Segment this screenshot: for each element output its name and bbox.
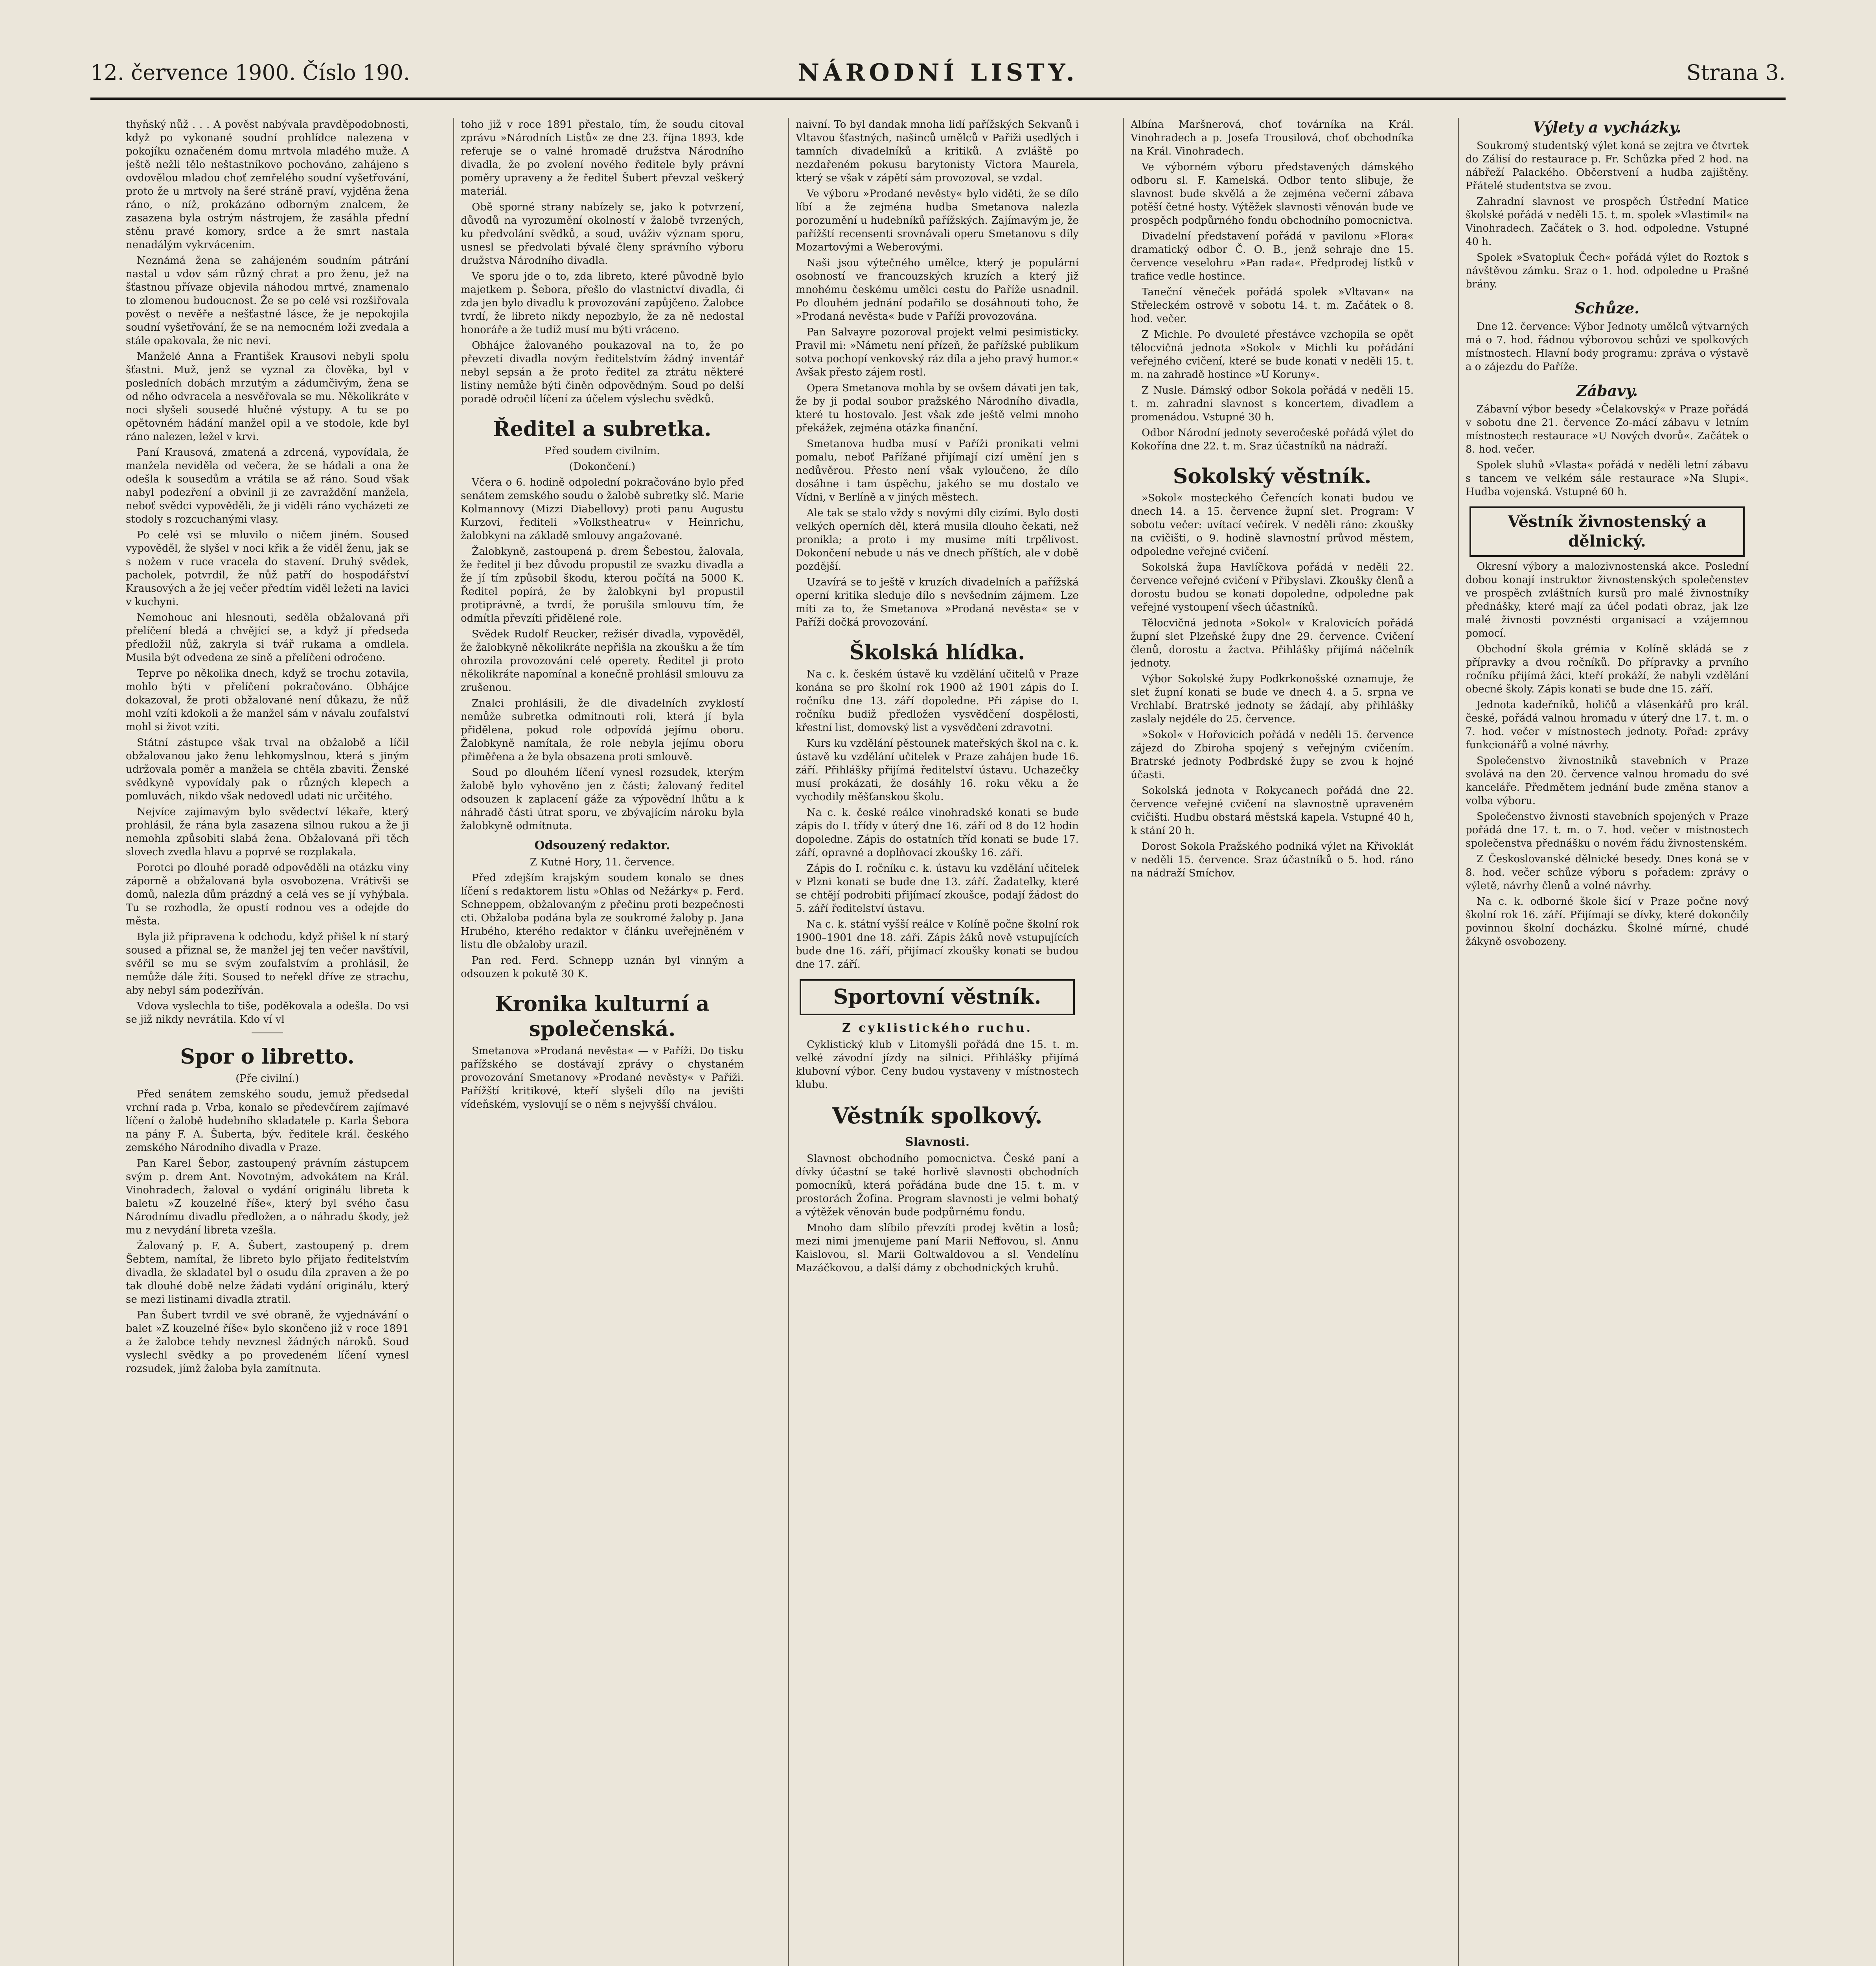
- article-text: Albína Maršnerová, choť továrníka na Král. Vinohradech a p. Josefa Trousilová, choť obchodníka na Král. Vinohradech.: [1131, 119, 1414, 157]
- article-text: Znalci prohlásili, že dle divadelních zvyklostí nemůže subretka odmítnouti roli, která jí byla přidělena, pokud role odpovídá jejímu oboru. Žalobkyně namítala, že role nebyla jejímu oboru přiměřena a že byla obsazena proti smlouvě.: [461, 698, 744, 763]
- article-text: Kurs ku vzdělání pěstounek mateřských škol na c. k. ústavě ku vzdělání učitelek v Praze zahájen bude 16. září. Přihlášky přijímá ředitelství ústavu. Uchazečky musí prokázati, že dosáhly 16. roku věku a že vychodily měšťanskou školu.: [796, 738, 1079, 803]
- article-text: Opera Smetanova mohla by se ovšem dávati jen tak, že by ji podal soubor pražského Národního divadla, které tu hostovalo. Jest však zde ještě velmi mnoho překážek, zejména otázka finanční.: [796, 382, 1079, 434]
- article-text: Taneční věneček pořádá spolek »Vltavan« na Střeleckém ostrově v sobotu 14. t. m. Začátek o 8. hod. večer.: [1131, 286, 1414, 325]
- article-text: Ve výboru »Prodané nevěsty« bylo viděti, že se dílo líbí a že zejména hudba Smetanova nalezla porozumění u hudebníků pařížských. Zajímavým je, že pařížští recensenti srovnávali operu Smetanovu s díly Mozartovými a Weberovými.: [796, 188, 1079, 253]
- article-text: Spolek »Svatopluk Čech« pořádá výlet do Roztok s návštěvou zámku. Sraz o 1. hod. odpoledne u Prašné brány.: [1466, 252, 1749, 290]
- article-text: Ve sporu jde o to, zda libreto, které původně bylo majetkem p. Šebora, přešlo do vlastnictví divadla, či zda jen bylo divadlu k provozování zapůjčeno. Žalobce tvrdí, že libreto nikdy nepozbylo, že za ně nedostal honoráře a že tudíž musí mu býti vráceno.: [461, 271, 744, 336]
- article-text: Výbor Sokolské župy Podkrkonošské oznamuje, že slet župní konati se bude ve dnech 4. a 5. srpna ve Vrchlabí. Bratrské jednoty se žádají, aby přihlášky zaslaly nejdéle do 25. července.: [1131, 673, 1414, 725]
- section-title-schuze: Schůze.: [1574, 299, 1640, 317]
- article-text: Před zdejším krajským soudem konalo se dnes líčení s redaktorem listu »Ohlas od Nežárky« p. Ferd. Schneppem, obžalovaným z přečinu proti bezpečnosti cti. Obžaloba podána byla ze soukromé žaloby p. Jana Hrubého, kterého redaktor v článku uveřejněném v listu dle obžaloby urazil.: [461, 872, 744, 951]
- section-title-sport: Sportovní věstník.: [800, 979, 1075, 1015]
- column-rule: [788, 118, 789, 1966]
- column-rule: [453, 118, 454, 1966]
- article-text: Soud po dlouhém líčení vynesl rozsudek, kterým žalobě bylo vyhověno jen z části; žalovaný ředitel odsouzen k zaplacení gáže za výpovědní lhůtu a k náhradě části útrat sporu, ve zbývajícím nároku byla žalobkyně odmítnuta.: [461, 767, 744, 832]
- section-title-zivnostensky: Věstník živnostenský a dělnický.: [1470, 506, 1745, 557]
- article-text: Divadelní představení pořádá v pavilonu »Flora« dramatický odbor Č. O. B., jenž sehraje dne 15. července veselohru »Pan rada«. Předprodej lístků v trafice vedle hostince.: [1131, 230, 1414, 282]
- article-text: Soukromý studentský výlet koná se zejtra ve čtvrtek do Zálisí do restaurace p. Fr. Schůzka před 2 hod. na nábřeží Palackého. Občerstvení a hudba zajištěny. Přátelé studentstva se zvou.: [1466, 140, 1749, 192]
- article-text: Smetanova hudba musí v Paříži pronikati velmi pomalu, neboť Pařížané přijímají cizí umění jen s nedůvěrou. Přesto není však vyloučeno, že dílo dosáhne i tam úspěchu, jakého se mu dostalo ve Vídni, v Berlíně a v jiných městech.: [796, 438, 1079, 503]
- article-text: Spolek sluhů »Vlasta« pořádá v neděli letní zábavu s tancem ve velkém sále restaurace »Na Slupi«. Hudba vojenská. Vstupné 60 h.: [1466, 459, 1749, 498]
- section-title-skolska: Školská hlídka.: [849, 641, 1025, 665]
- section-subtitle: Z cyklistického ruchu.: [842, 1021, 1033, 1035]
- column-5: [1466, 118, 1749, 1966]
- column-3: [796, 118, 1079, 1966]
- article-text: Na c. k. českém ústavě ku vzdělání učitelů v Praze konána se pro školní rok 1900 až 1901 zápis do I. ročníku dne 13. září dopoledne. Při zápise do I. ročníku budiž předložen vysvědčení dospělosti, křestní list, domovský list a vysvědčení zdravotní.: [796, 668, 1079, 734]
- article-text: Smetanova »Prodaná nevěsta« — v Paříži. Do tisku pařížského se dostávají zprávy o chystaném provozování Smetanovy »Prodané nevěsty« v Paříži. Pařížští kritikové, kteří slyšeli dílo na jevišti vídeňském, vyslovují se o něm s nejvyšší chválou.: [461, 1045, 744, 1110]
- article-text: Porotci po dlouhé poradě odpověděli na otázku viny záporně a obžalovaná byla osvobozena. Vrátivši se domů, nalezla dům prázdný a celá ves se jí vyhýbala. Tu se rozhodla, že opustí rodnou ves a odejde do města.: [126, 862, 409, 927]
- article-text: Pan Šubert tvrdil ve své obraně, že vyjednávání o balet »Z kouzelné říše« bylo skončeno již v roce 1891 a že žalobce tehdy nevznesl žádných nároků. Soud vyslechl svědky a po provedeném líčení vynesl rozsudek, jímž žaloba byla zamítnuta.: [126, 1309, 409, 1375]
- article-text: Včera o 6. hodině odpolední pokračováno bylo před senátem zemského soudu o žalobě subretky slč. Marie Kolmannovy (Mizzi Diabellovy) proti panu Augustu Kurzovi, řediteli »Volkstheatru« v Heinrichu, žalobkyni na základě smlouvy angažované.: [461, 477, 744, 542]
- column-1: [126, 118, 409, 1966]
- column-4: [1131, 118, 1414, 1966]
- article-text: Manželé Anna a František Krausovi nebyli spolu šťastni. Muž, jenž se vyznal za člověka, byl v posledních dobách mrzutým a zádumčivým, žena se od něho odvracela a nesvěřovala se mu. Několikráte v noci slyšeli sousedé hlučné výstupy. A tu se po opětovném hádání manžel opil a ve stodole, kde byl ráno nalezen, ležel v krvi.: [126, 351, 409, 443]
- article-text: Nemohouc ani hlesnouti, seděla obžalovaná při přelíčení bledá a chvějící se, a když jí předseda předložil nůž, zakryla si tvář rukama a omdlela. Musila být odvedena ze síně a přelíčení odročeno.: [126, 612, 409, 664]
- section-title-spor: Spor o libretto.: [180, 1045, 355, 1069]
- section-title-reditel: Ředitel a subretka.: [493, 417, 712, 441]
- article-text: Neznámá žena se zahájeném soudním pátrání nastal u vdov sám různý chrat a pro ženu, jež na šťastnou přívaze objevila náhodou mrtvé, znamenalo to zlomenou budoucnost. Že se po celé vsi rozšiřovala pověst o nevěře a nešťastné lásce, že je nepokojila soudní vyšetřování, že se na nemocném loži zvedala a stále opakovala, že nic neví.: [126, 255, 409, 347]
- article-text: Cyklistický klub v Litomyšli pořádá dne 15. t. m. velké závodní jízdy na silnici. Přihlášky přijímá klubovní výbor. Ceny budou vystaveny v místnostech klubu.: [796, 1039, 1079, 1091]
- article-text: naivní. To byl dandak mnoha lidí pařížských Sekvanů i Vltavou šťastných, našinců umělců v Paříži usedlých i tamních divadelníků a kritiků. A zvláště po nezdařeném pokusu barytonisty Victora Maurela, který se však v zápětí sám provozoval, se vzdal.: [796, 119, 1079, 184]
- article-text: Žalobkyně, zastoupená p. drem Šebestou, žalovala, že ředitel ji bez důvodu propustil ze svazku divadla a že jí tím způsobil škodu, kterou počítá na 5000 K. Ředitel popírá, že by žalobkyni byl propustil protiprávně, a tvrdí, že porušila smlouvu tím, že odmítla převzíti přidělené role.: [461, 546, 744, 624]
- section-continuation: (Dokončení.): [569, 461, 636, 473]
- article-text: Na c. k. odborné škole šicí v Praze počne nový školní rok 16. září. Přijímají se dívky, které dokončily povinnou školní docházku. Školné mírné, chudé žákyně osvobozeny.: [1466, 896, 1749, 948]
- article-text: Naši jsou výtečného umělce, který je populární osobností ve francouzských kruzích a který již mnohému českému umělci cestu do Paříže usnadnil. Po dlouhém jednání podařilo se dosáhnouti toho, že »Prodaná nevěsta« bude v Paříži provozována.: [796, 257, 1079, 322]
- section-subtitle: Slavnosti.: [905, 1135, 970, 1149]
- section-subtitle: (Pře civilní.): [235, 1073, 299, 1084]
- page-number: Strana 3.: [1686, 60, 1786, 85]
- article-text: »Sokol« v Hořovicích pořádá v neděli 15. července zájezd do Zbiroha spojený s veřejným cvičením. Bratrské jednoty Podbrdské župy se zvou k hojné účasti.: [1131, 729, 1414, 781]
- article-text: Jednota kadeřníků, holičů a vlásenkářů pro král. české, pořádá valnou hromadu v úterý dne 17. t. m. o 7. hod. večer v místnostech jednoty. Pořad: zprávy funkcionářů a volné návrhy.: [1466, 699, 1749, 751]
- article-text: Na c. k. státní vyšší reálce v Kolíně počne školní rok 1900–1901 dne 18. září. Zápis žáků nově vstupujících bude dne 16. září, přijímací zkoušky konati se budou dne 17. září.: [796, 919, 1079, 970]
- section-title-odsouzeny: Odsouzený redaktor.: [534, 839, 670, 852]
- article-text: Obhájce žalovaného poukazoval na to, že po převzetí divadla novým ředitelstvím žádný inventář nebyl sepsán a že proto ředitel za ztrátu některé listiny nemůže býti činěn odpovědným. Soud po delší poradě odročil líčení za účelem výslechu svědků.: [461, 340, 744, 405]
- article-text: Mnoho dam slíbilo převzíti prodej květin a losů; mezi nimi jmenujeme paní Marii Neffovou, sl. Annu Kaislovou, sl. Marii Goltwaldovou a sl. Vendelínu Mazáčkovou, a další dámy z obchodnických kruhů.: [796, 1222, 1079, 1274]
- article-text: Zahradní slavnost ve prospěch Ústřední Matice školské pořádá v neděli 15. t. m. spolek »Vlastimil« na Vinohradech. Začátek o 3. hod. odpoledne. Vstupné 40 h.: [1466, 196, 1749, 248]
- section-title-vylety: Výlety a vycházky.: [1533, 118, 1681, 136]
- page-header: [90, 50, 1786, 100]
- article-text: Odbor Národní jednoty severočeské pořádá výlet do Kokořína dne 22. t. m. Sraz účastníků na nádraží.: [1131, 427, 1414, 452]
- issue-date: 12. července 1900. Číslo 190.: [90, 60, 410, 85]
- article-text: Společenstvo živnosti stavebních spojených v Praze pořádá dne 17. t. m. o 7. hod. večer v místnostech společenstva přednášku o novém řádu živnostenském.: [1466, 811, 1749, 849]
- article-text: Společenstvo živnostníků stavebních v Praze svolává na den 20. července valnou hromadu do své kanceláře. Předmětem jednání bude změna stanov a volba výboru.: [1466, 755, 1749, 807]
- article-text: Po celé vsi se mluvilo o ničem jiném. Soused vypověděl, že slyšel v noci křik a že viděl ženu, jak se s nožem v ruce vracela do stavení. Druhý svědek, pacholek, potvrdil, že nůž patří do hospodářství Krausových a že jej večer předtím viděl ležeti na lavici v kuchyni.: [126, 529, 409, 608]
- article-text: Na c. k. české reálce vinohradské konati se bude zápis do I. třídy v úterý dne 16. září od 8 do 12 hodin dopoledne. Zápis do ostatních tříd konati se bude 17. září, opravné a doplňovací zkoušky 16. září.: [796, 807, 1079, 859]
- article-text: Svědek Rudolf Reucker, režisér divadla, vypověděl, že žalobkyně několikráte nepřišla na zkoušku a že tím ohrozila provozování celé operety. Ředitel ji proto několikráte napomínal a konečně prohlásil smlouvu za zrušenou.: [461, 628, 744, 694]
- section-title-sokol: Sokolský věstník.: [1173, 464, 1372, 488]
- article-text: Uzavírá se to ještě v kruzích divadelních a pařížská operní kritika sleduje dílo s nevšedním zájmem. Lze míti za to, že Smetanova »Prodaná nevěsta« se v Paříži dočká provozování.: [796, 576, 1079, 628]
- section-subtitle: Před soudem civilním.: [544, 445, 660, 457]
- article-text: Pan red. Ferd. Schnepp uznán byl vinným a odsouzen k pokutě 30 K.: [461, 955, 744, 980]
- article-text: Zábavní výbor besedy »Čelakovský« v Praze pořádá v sobotu dne 21. července Zo-mácí zábavu v letním místnostech restaurace »U Nových dvorů«. Začátek o 8. hod. večer.: [1466, 403, 1749, 455]
- article-text: Z Nusle. Dámský odbor Sokola pořádá v neděli 15. t. m. zahradní slavnost s koncertem, divadlem a promenádou. Vstupné 30 h.: [1131, 385, 1414, 423]
- article-text: Žalovaný p. F. A. Šubert, zastoupený p. drem Šebtem, namítal, že libreto bylo přijato ředitelstvím divadla, že skladatel byl o osudu díla zpraven a že po tak dlouhé době nelze žádati vydání originálu, který se mezi listinami divadla ztratil.: [126, 1240, 409, 1305]
- article-text: Sokolská župa Havlíčkova pořádá v neděli 22. července veřejné cvičení v Přibyslavi. Zkoušky členů a dorostu budou se konati dopoledne, odpoledne pak veřejné vystoupení všech účastníků.: [1131, 561, 1414, 613]
- article-text: Vdova vyslechla to tiše, poděkovala a odešla. Do vsi se již nikdy nevrátila. Kdo ví vl: [126, 1000, 409, 1025]
- section-title-kronika: Kronika kulturní a společenská.: [495, 992, 710, 1041]
- section-title-zabavy: Zábavy.: [1576, 382, 1638, 399]
- article-text: Byla již připravena k odchodu, když přišel k ní starý soused a přiznal se, že manžel jej ten večer navštívil, svěřil se mu se svým zoufalstvím a prohlásil, že nemůže dále žíti. Soused to neřekl dříve ze strachu, aby nebyl sám podezříván.: [126, 931, 409, 996]
- column-rule: [1458, 118, 1459, 1966]
- article-text: Teprve po několika dnech, když se trochu zotavila, mohlo býti v přelíčení pokračováno. Obhájce dokazoval, že proti obžalované není důkazu, že nůž mohl vzíti kdokoli a že manžel sám v návalu zoufalství mohl si život vzíti.: [126, 668, 409, 733]
- article-text: Obě sporné strany nabízely se, jako k potvrzení, důvodů na vyrozumění okolností v žalobě tvrzených, ku předvolání svědků, a soud, uváživ význam sporu, usnesl se předvolati bývalé členy správního výboru družstva Národního divadla.: [461, 201, 744, 267]
- article-text: Z Českoslovanské dělnické besedy. Dnes koná se v 8. hod. večer schůze výboru s pořadem: zprávy o výletě, návrhy členů a volné návrhy.: [1466, 853, 1749, 892]
- article-text: Z Michle. Po dvouleté přestávce vzchopila se opět tělocvičná jednota »Sokol« v Michli ku pořádání veřejného cvičení, které se bude konati v neděli 15. t. m. na zahradě hostince »U Koruny«.: [1131, 329, 1414, 381]
- article-text: Pan Karel Šebor, zastoupený právním zástupcem svým p. drem Ant. Novotným, advokátem na Král. Vinohradech, žaloval o vydání originálu libreta k baletu »Z kouzelné říše«, který byl svého času Národnímu divadlu předložen, a o náhradu škody, jež mu z nevydání libreta vzešla.: [126, 1158, 409, 1236]
- article-text: Sokolská jednota v Rokycanech pořádá dne 22. července veřejné cvičení na slavnostně upraveném cvičišti. Hudbu obstará městská kapela. Vstupné 40 h, k stání 20 h.: [1131, 785, 1414, 837]
- article-text: Paní Krausová, zmatená a zdrcená, vypovídala, že manžela neviděla od večera, že se hádali a ona že odešla k sousedům a vrátila se až ráno. Soud však nabyl podezření a obvinil ji ze zavraždění manžela, neboť svědci vypověděli, že ji viděli ráno vycházeti ze stodoly s rozcuchanými vlasy.: [126, 447, 409, 525]
- article-text: Obchodní škola grémia v Kolíně skládá se z přípravky a dvou ročníků. Do přípravky a prvního ročníku přijímá žáci, kteří prokáží, že nabyli vzdělání obecné školy. Zápis konati se bude dne 15. září.: [1466, 643, 1749, 695]
- article-text: »Sokol« mosteckého Čeřencích konati budou ve dnech 14. a 15. července župní slet. Program: V sobotu večer: uvítací večírek. V neděli ráno: zkoušky na cvičišti, o 9. hodině slavnostní průvod městem, odpoledne veřejné cvičení.: [1131, 492, 1414, 558]
- article-text: Okresní výbory a malozivnostenská akce. Poslední dobou konají instruktor živnostenských společenstev ve prospěch zvláštních kursů pro malé živnostníky přednášky, které mají za účel podati obraz, jak lze malé živnosti povznésti organisací a vzájemnou pomocí.: [1466, 561, 1749, 639]
- article-text: Tělocvičná jednota »Sokol« v Kralovicích pořádá župní slet Plzeňské župy dne 29. července. Cvičení členů, dorostu a žactva. Přihlášky přijímá náčelník jednoty.: [1131, 617, 1414, 669]
- section-title-spolkovy: Věstník spolkový.: [832, 1103, 1043, 1129]
- article-text: toho již v roce 1891 přestalo, tím, že soudu citoval zprávu »Národních Listů« ze dne 23. října 1893, kde referuje se o valné hromadě družstva Národního divadla, že po zvolení nového ředitele byly právní poměry upraveny a že ředitel Šubert převzal veškerý materiál.: [461, 119, 744, 197]
- article-text: Pan Salvayre pozoroval projekt velmi pesimisticky. Pravil mi: »Námetu není přízeň, že pařížské publikum sotva pochopí venkovský ráz díla a jeho pravý humor.« Avšak přesto zájem rostl.: [796, 326, 1079, 378]
- section-subtitle: Z Kutné Hory, 11. července.: [530, 856, 675, 868]
- article-text: Před senátem zemského soudu, jemuž předsedal vrchní rada p. Vrba, konalo se předevčírem zajímavé líčení o žalobě hudebního skladatele p. Karla Šebora na pány F. A. Šuberta, býv. ředitele král. českého zemského Národního divadla v Praze.: [126, 1088, 409, 1154]
- article-text: Zápis do I. ročníku c. k. ústavu ku vzdělání učitelek v Plzni konati se bude dne 13. září. Žadatelky, které se chtějí podrobiti přijímací zkoušce, podají žádost do 5. září ředitelství ústavu.: [796, 863, 1079, 915]
- article-text: Ale tak se stalo vždy s novými díly cizími. Bylo dosti velkých operních děl, která musila dlouho čekati, než pronikla; a proto i my musíme míti trpělivost. Dokončení nebude u nás ve dnech příštích, ale v době pozdější.: [796, 507, 1079, 572]
- article-text: thyňský nůž . . . A pověst nabývala pravděpodobnosti, když po vykonané soudní prohlídce nalezena v pokojíku označeném domu mrtvola mladého muže. A ještě nežli tělo neštastníkovo pochováno, zahájeno s ovdovělou mladou choť zemřelého soudní vyšetřování, proto že u mrtvoly na šeré stráně praví, vyjděna žena ráno, o níž, prokázáno odborným znalcem, že zasazena byla ostrým nástrojem, že zasáhla přední stěnu pravé komory, srdce a že smrt nastala nenadálým vykrvácením.: [126, 119, 409, 251]
- column-rule: [1123, 118, 1124, 1966]
- article-text: Ve výborném výboru představených dámského odboru sl. F. Kamelská. Odbor tento slibuje, že slavnost bude skvělá a že zejména večerní zábava potěší četné hosty. Výtěžek slavnosti věnován bude ve prospěch podpůrného fondu obchodního pomocnictva.: [1131, 161, 1414, 226]
- article-text: Nejvíce zajímavým bylo svědectví lékaře, který prohlásil, že rána byla zasazena silnou rukou a že ji nemohla způsobiti slabá žena. Obžalovaná při těch slovech zvedla hlavu a poprvé se rozplakala.: [126, 806, 409, 858]
- masthead: NÁRODNÍ LISTY.: [798, 59, 1078, 87]
- article-text: Slavnost obchodního pomocnictva. České paní a dívky účastní se také horlivě slavnosti obchodních pomocníků, která pořádána bude dne 15. t. m. v prostorách Žofína. Program slavnosti je velmi bohatý a výtěžek věnován bude podpůrnému fondu.: [796, 1153, 1079, 1218]
- column-2: [461, 118, 744, 1966]
- article-text: Dne 12. července: Výbor Jednoty umělců výtvarných má o 7. hod. řádnou výborovou schůzi ve spolkových místnostech. Hlavní body programu: zpráva o výstavě a o zájezdu do Paříže.: [1466, 321, 1749, 373]
- article-text: Dorost Sokola Pražského podniká výlet na Křivoklát v neděli 15. července. Sraz účastníků o 5. hod. ráno na nádraží Smíchov.: [1131, 841, 1414, 879]
- article-text: Státní zástupce však trval na obžalobě a líčil obžalovanou jako ženu lehkomyslnou, která s jiným udržovala poměr a manžela se chtěla zbaviti. Ženské svědkyně vypovídaly pak o různých klepech a pomluvách, nikdo však nedovedl udati nic určitého.: [126, 737, 409, 802]
